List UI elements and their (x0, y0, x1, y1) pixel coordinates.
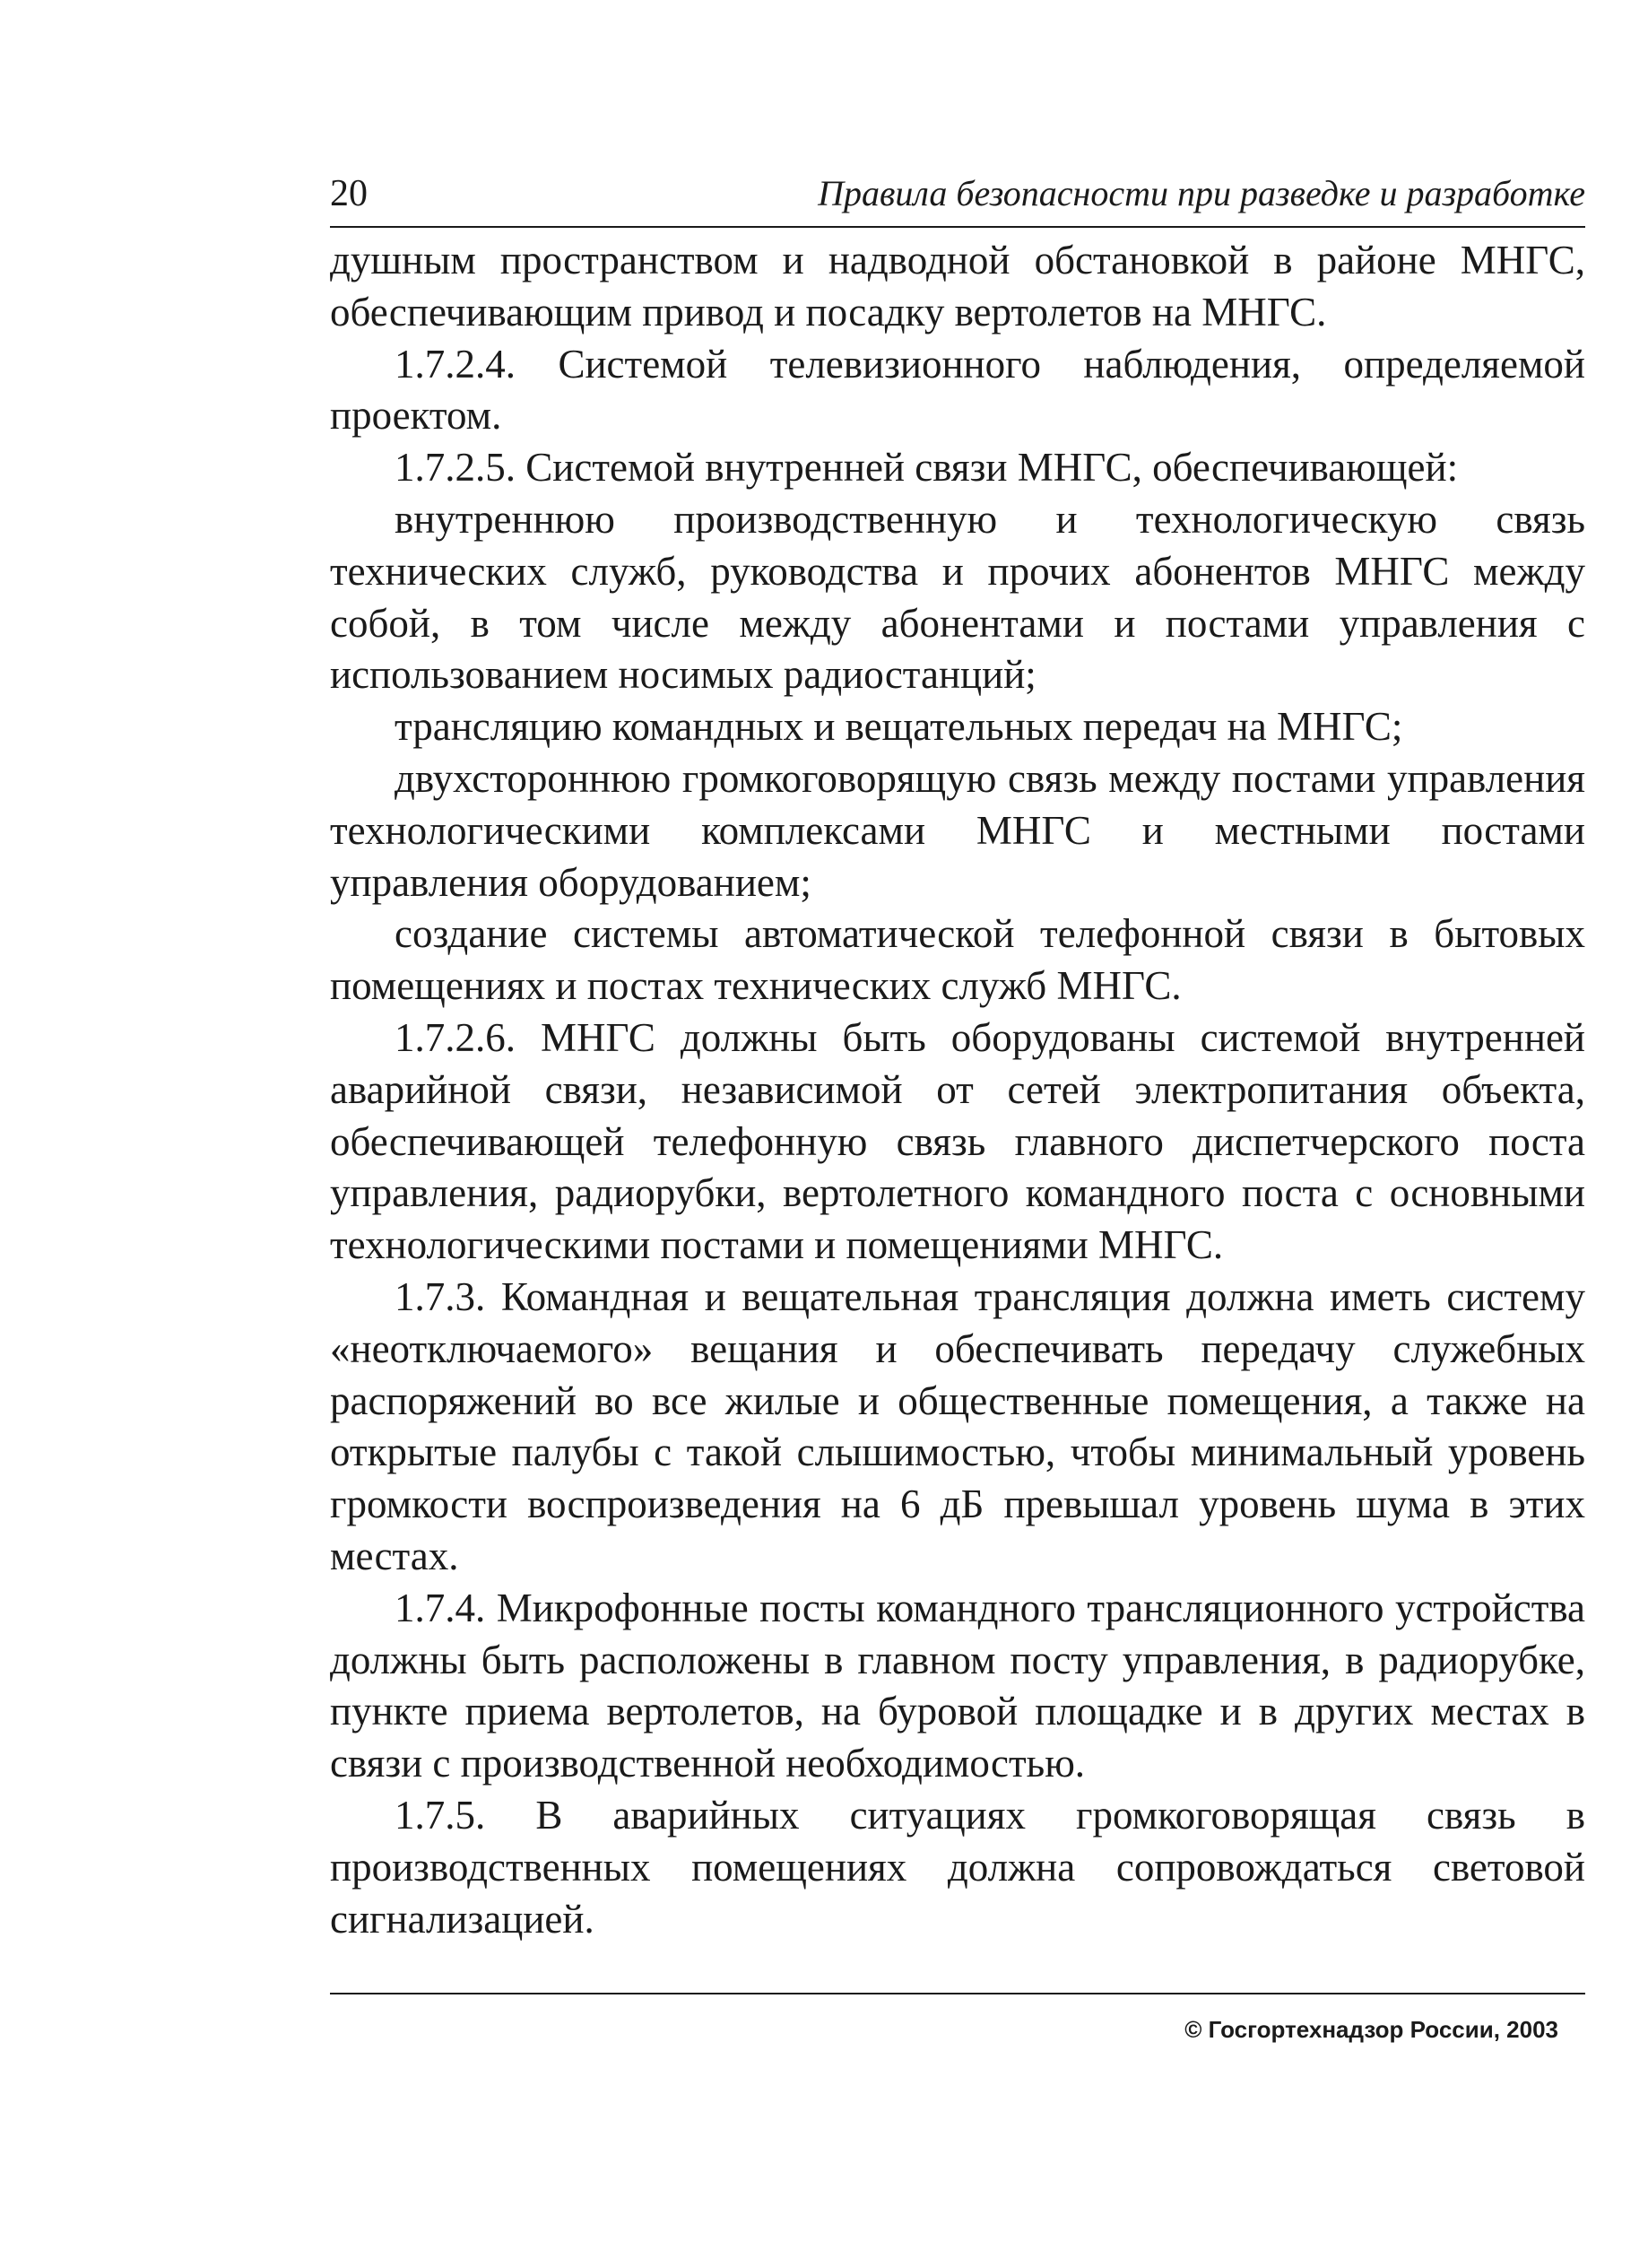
page-footer (330, 1993, 1585, 2043)
paragraph-1-7-5: 1.7.5. В аварийных ситуациях громкоговорящая связь в производственных помещениях должна сопровождаться световой сигнализацией. (330, 1792, 1585, 1942)
list-item-telephone: создание системы автоматической телефонной связи в бытовых помещениях и постах технических служб МНГС. (330, 911, 1585, 1009)
copyright-notice: © Госгортехнадзор России, 2003 (1184, 2016, 1558, 2043)
paragraph-1-7-2-5: 1.7.2.5. Системой внутренней связи МНГС, обеспечивающей: (395, 445, 1459, 491)
running-title: Правила безопасности при разведке и разработке (818, 173, 1585, 213)
list-item-internal-communication: внутреннюю производственную и технологическую связь технических служб, руководства и прочих абонентов МНГС между собой, в том числе между абонентами и постами управления с использованием носимых радиостанций; (330, 496, 1585, 698)
paragraph-1-7-2-6: 1.7.2.6. МНГС должны быть оборудованы системой внутренней аварийной связи, независимой от сетей электропитания объекта, обеспечивающей телефонную связь главного диспетчерского поста управления, радиорубки, вертолетного командного поста с основными технологическими постами и помещениями МНГС. (330, 1014, 1585, 1268)
paragraph-1-7-4: 1.7.4. Микрофонные посты командного трансляционного устройства должны быть расположены в главном посту управления, в радиорубке, пункте приема вертолетов, на буровой площадке и в других местах в связи с производственной необходимостью. (330, 1585, 1585, 1786)
paragraph-continuation: душным пространством и надводной обстановкой в районе МНГС, обеспечивающим привод и посадку вертолетов на МНГС. (330, 238, 1585, 335)
page-header (330, 170, 1585, 228)
list-item-broadcast: трансляцию командных и вещательных передач на МНГС; (395, 704, 1403, 750)
paragraph-1-7-3: 1.7.3. Командная и вещательная трансляция должна иметь систему «неотключаемого» вещания и обеспечивать передачу служебных распоряжений во все жилые и общественные помещения, а также на открытые палубы с такой слышимостью, чтобы минимальный уровень громкости воспроизведения на 6 дБ превышал уровень шума в этих местах. (330, 1273, 1585, 1578)
page-number: 20 (330, 173, 368, 214)
paragraph-1-7-2-4: 1.7.2.4. Системой телевизионного наблюдения, определяемой проектом. (330, 341, 1585, 439)
body-text (330, 235, 1585, 1945)
list-item-loudspeaker: двухстороннюю громкоговорящую связь между постами управления технологическими комплексами МНГС и местными постами управления оборудованием; (330, 755, 1585, 905)
